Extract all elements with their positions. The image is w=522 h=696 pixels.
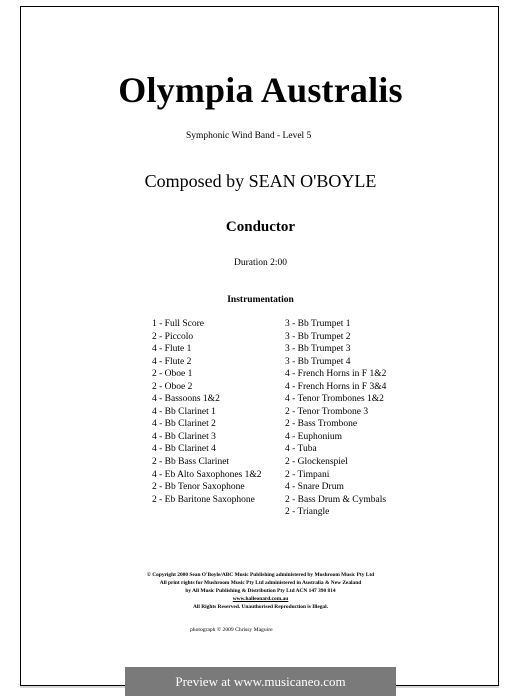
copyright-notice xyxy=(21,571,500,611)
composer-credit: Composed by SEAN O'BOYLE xyxy=(144,171,377,191)
list-item: 2 - Bb Bass Clarinet xyxy=(152,457,230,468)
list-item: 4 - Euphonium xyxy=(285,431,342,442)
list-item: 4 - Tenor Trombones 1&2 xyxy=(285,394,384,405)
instrument-list-right xyxy=(285,318,386,519)
publisher-link[interactable]: www.halleonard.com.au xyxy=(232,596,289,603)
score-page xyxy=(20,6,499,686)
list-item: 2 - Tenor Trombone 3 xyxy=(285,406,369,417)
copyright-line: All print rights for Mushroom Music Pty Ltd administered in Australia & New Zealand xyxy=(159,580,362,587)
list-item: 2 - Oboe 2 xyxy=(152,381,193,392)
score-title: Olympia Australis xyxy=(118,70,403,110)
list-item: 4 - Bb Clarinet 3 xyxy=(152,431,216,442)
list-item: 3 - Bb Trumpet 2 xyxy=(285,331,351,342)
list-item: 2 - Timpani xyxy=(285,469,330,480)
preview-banner-text: Preview at www.musicaneo.com xyxy=(175,673,346,689)
list-item: 4 - Flute 1 xyxy=(152,344,192,355)
list-item: 4 - Bassoons 1&2 xyxy=(152,394,220,405)
duration: Duration 2:00 xyxy=(233,258,288,268)
list-item: 4 - French Horns in F 3&4 xyxy=(285,381,387,392)
list-item: 2 - Glockenspiel xyxy=(285,457,348,468)
list-item: 3 - Bb Trumpet 3 xyxy=(285,344,351,355)
list-item: 2 - Bass Drum & Cymbals xyxy=(285,494,387,505)
list-item: 2 - Eb Baritone Saxophone xyxy=(152,494,255,505)
list-item: 2 - Bb Tenor Saxophone xyxy=(152,482,245,493)
list-item: 2 - Triangle xyxy=(285,507,330,518)
list-item: 2 - Piccolo xyxy=(152,331,194,342)
preview-banner[interactable] xyxy=(125,667,396,696)
list-item: 3 - Bb Trumpet 1 xyxy=(285,319,351,329)
copyright-line: All Rights Reserved. Unauthorised Reproduction is Illegal. xyxy=(193,604,328,611)
photo-credit: photograph © 2009 Chrissy Maguire xyxy=(190,627,273,633)
list-item: 4 - Bb Clarinet 1 xyxy=(152,406,216,417)
list-item: 4 - Flute 2 xyxy=(152,356,192,367)
list-item: 4 - Eb Alto Saxophones 1&2 xyxy=(152,469,262,480)
instrument-list-left xyxy=(152,318,262,506)
list-item: 3 - Bb Trumpet 4 xyxy=(285,356,351,367)
list-item: 1 - Full Score xyxy=(152,319,204,329)
list-item: 2 - Oboe 1 xyxy=(152,369,193,380)
list-item: 4 - French Horns in F 1&2 xyxy=(285,369,387,380)
list-item: 4 - Snare Drum xyxy=(285,482,344,493)
copyright-line: by All Music Publishing & Distribution Pty Ltd ACN 147 390 814 xyxy=(185,588,336,595)
list-item: 4 - Bb Clarinet 2 xyxy=(152,419,216,430)
instrumentation-heading: Instrumentation xyxy=(227,295,294,305)
list-item: 4 - Tuba xyxy=(285,444,317,455)
list-item: 2 - Bass Trombone xyxy=(285,419,358,430)
score-subtitle: Symphonic Wind Band - Level 5 xyxy=(186,131,312,141)
part-role: Conductor xyxy=(225,219,296,235)
copyright-line: © Copyright 2000 Sean O'Boyle/ABC Music Publishing administered by Mushroom Music Pty Ltd xyxy=(146,572,375,578)
list-item: 4 - Bb Clarinet 4 xyxy=(152,444,216,455)
